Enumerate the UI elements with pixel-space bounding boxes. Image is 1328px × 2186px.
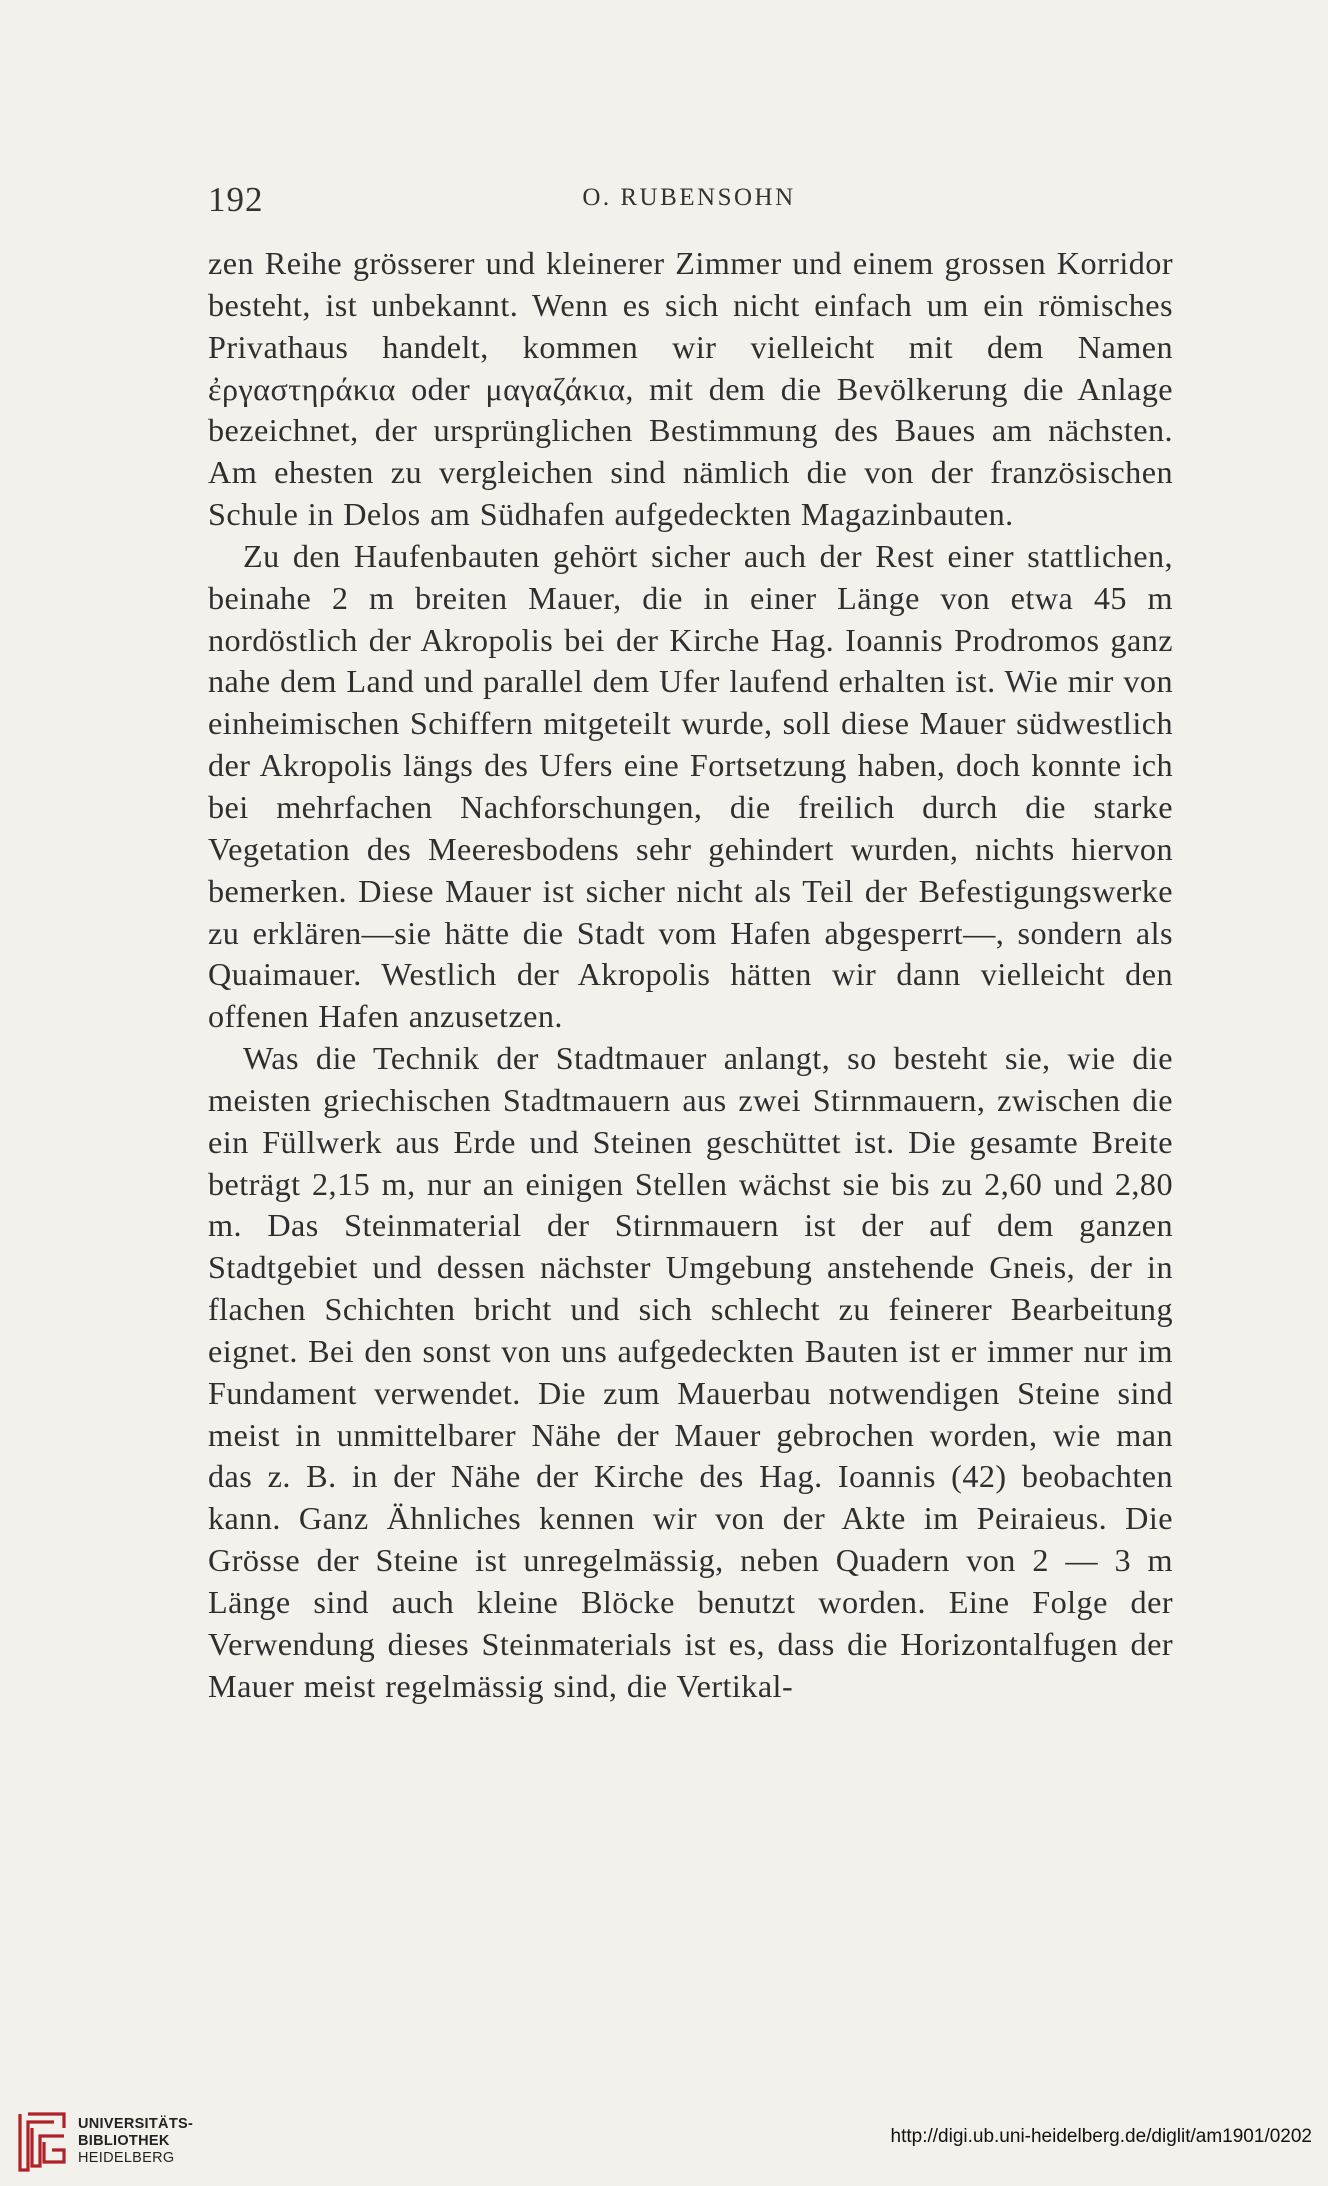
source-url-link[interactable]: http://digi.ub.uni-heidelberg.de/diglit/am1901/0202 bbox=[890, 2126, 1312, 2147]
paragraph-3: Was die Technik der Stadtmauer anlangt, so besteht sie, wie die meisten griechischen Stadtmauern aus zwei Stirnmauern, zwischen die ein Füllwerk aus Erde und Steinen geschüttet ist. Die gesamte Breite beträgt 2,15 m, nur an einigen Stellen wächst sie bis zu 2,60 und 2,80 m. Das Steinmaterial der Stirnmauern ist der auf dem ganzen Stadtgebiet und dessen nächster Umgebung anstehende Gneis, der in flachen Schichten bricht und sich schlecht zu feinerer Bearbeitung eignet. Bei den sonst von uns aufgedeckten Bauten ist er immer nur im Fundament verwendet. Die zum Mauerbau notwendigen Steine sind meist in unmittelbarer Nähe der Mauer gebrochen worden, wie man das z. B. in der Nähe der Kirche des Hag. Ioannis (42) beobachten kann. Ganz Ähnliches kennen wir von der Akte im Peiraieus. Die Grösse der Steine ist unregelmässig, neben Quadern von 2 — 3 m Länge sind auch kleine Blöcke benutzt worden. Eine Folge der Verwendung dieses Steinmaterials ist es, dass die Horizontalfugen der Mauer meist regelmässig sind, die Vertikal- bbox=[208, 1040, 1173, 1704]
page-header bbox=[208, 180, 1170, 224]
library-name-line-1: UNIVERSITÄTS- bbox=[78, 2116, 194, 2132]
paragraph-1: zen Reihe grösserer und kleinerer Zimmer und einem grossen Korridor besteht, ist unbekannt. Wenn es sich nicht einfach um ein römisches Privathaus handelt, kommen wir vielleicht mit dem Namen ἐργαστηράκια oder μαγαζάκια, mit dem die Bevölkerung die Anlage bezeichnet, der ursprünglichen Bestimmung des Baues am nächsten. Am ehesten zu vergleichen sind nämlich die von der französischen Schule in Delos am Südhafen aufgedeckten Magazinbauten. bbox=[208, 245, 1173, 533]
page-number: 192 bbox=[208, 180, 264, 219]
library-name bbox=[78, 2116, 193, 2167]
body-text bbox=[208, 243, 1173, 1708]
heidelberg-library-logo-icon bbox=[14, 2110, 70, 2174]
library-name-line-3: HEIDELBERG bbox=[78, 2150, 175, 2166]
paragraph-2: Zu den Haufenbauten gehört sicher auch der Rest einer stattlichen, beinahe 2 m breiten Mauer, die in einer Länge von etwa 45 m nordöstlich der Akropolis bei der Kirche Hag. Ioannis Prodromos ganz nahe dem Land und parallel dem Ufer laufend erhalten ist. Wie mir von einheimischen Schiffern mitgeteilt wurde, soll diese Mauer südwestlich der Akropolis längs des Ufers eine Fortsetzung haben, doch konnte ich bei mehrfachen Nachforschungen, die freilich durch die starke Vegetation des Meeresbodens sehr gehindert wurden, nichts hiervon bemerken. Diese Mauer ist sicher nicht als Teil der Befestigungswerke zu erklären—sie hätte die Stadt vom Hafen abgesperrt—, sondern als Quaimauer. Westlich der Akropolis hätten wir dann vielleicht den offenen Hafen anzusetzen. bbox=[208, 537, 1173, 1035]
library-name-line-2: BIBLIOTHEK bbox=[78, 2133, 170, 2149]
running-head: O. RUBENSOHN bbox=[582, 184, 796, 211]
digitization-footer bbox=[0, 2104, 1328, 2186]
